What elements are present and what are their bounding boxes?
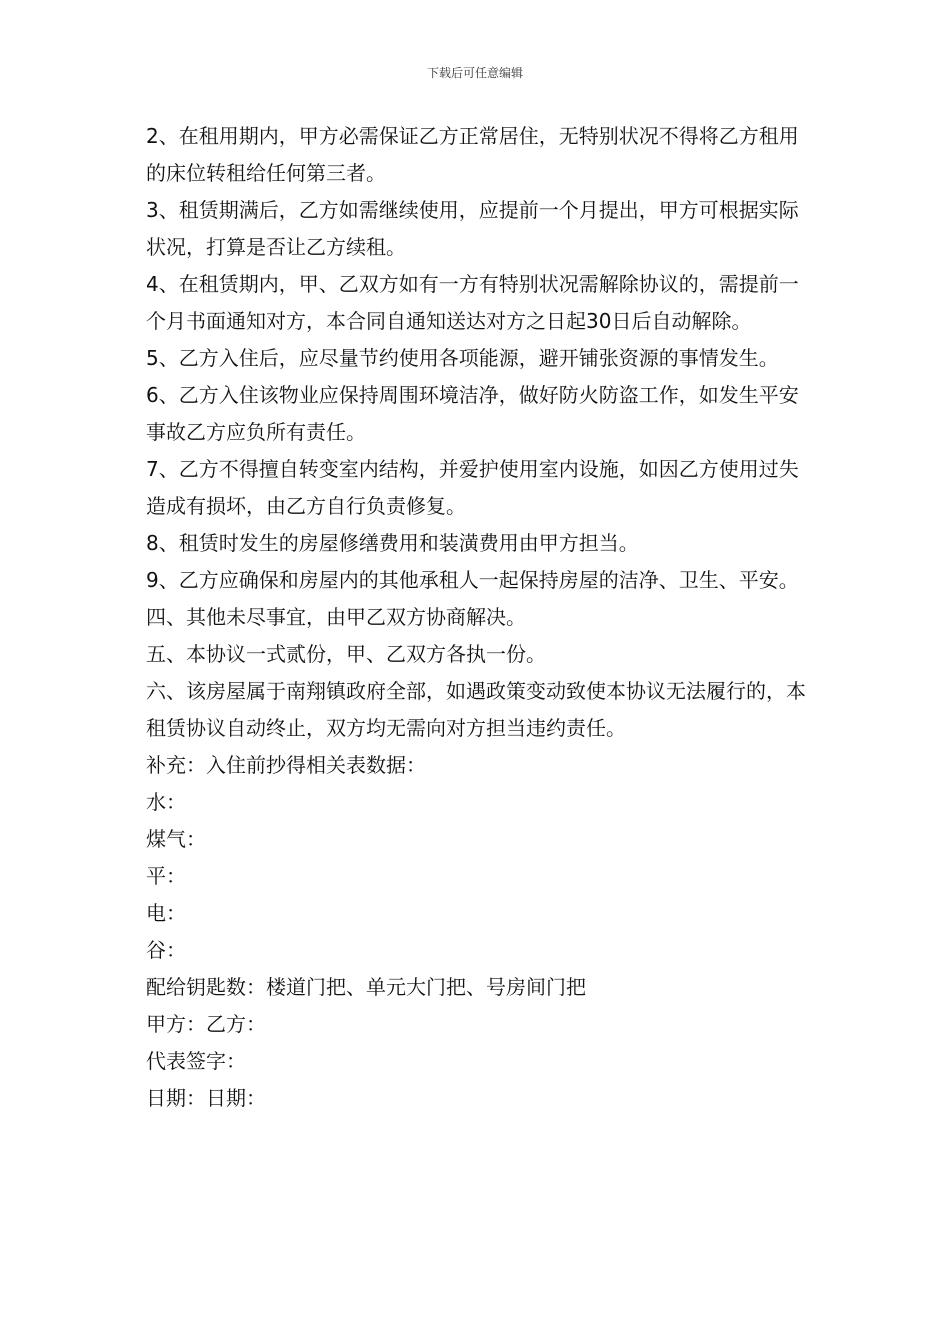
parties-line: 甲方：乙方： (146, 1012, 266, 1036)
document-body (146, 118, 810, 1117)
meter-valley: 谷： (146, 938, 186, 962)
meter-flat: 平： (146, 864, 186, 888)
clause-7: 7、乙方不得擅自转变室内结构，并爱护使用室内设施，如因乙方使用过失造成有损坏，由乙方自行负责修复。 (146, 457, 799, 518)
clause-6: 6、乙方入住该物业应保持周围环境洁净，做好防火防盗工作，如发生平安事故乙方应负所有责任。 (146, 383, 799, 444)
meter-gas: 煤气： (146, 827, 206, 851)
clause-2: 2、在租用期内，甲方必需保证乙方正常居住，无特别状况不得将乙方租用的床位转租给任何第三者。 (146, 124, 799, 185)
date-line: 日期：日期： (146, 1086, 266, 1110)
meter-electric: 电： (146, 901, 186, 925)
clause-9: 9、乙方应确保和房屋内的其他承租人一起保持房屋的洁净、卫生、平安。 (146, 568, 799, 592)
section-six: 六、该房屋属于南翔镇政府全部，如遇政策变动致使本协议无法履行的，本租赁协议自动终止，双方均无需向对方担当违约责任。 (146, 679, 806, 740)
clause-3: 3、租赁期满后，乙方如需继续使用，应提前一个月提出，甲方可根据实际状况，打算是否让乙方续租。 (146, 198, 799, 259)
section-four: 四、其他未尽事宜，由甲乙双方协商解决。 (146, 605, 526, 629)
clause-4: 4、在租赁期内，甲、乙双方如有一方有特别状况需解除协议的，需提前一个月书面通知对方，本合同自通知送达对方之日起30日后自动解除。 (146, 272, 799, 333)
page-header: 下载后可任意编辑 (426, 66, 523, 80)
keys-count: 配给钥匙数：楼道门把、单元大门把、号房间门把 (146, 975, 586, 999)
clause-8: 8、租赁时发生的房屋修缮费用和装潢费用由甲方担当。 (146, 531, 639, 555)
section-five: 五、本协议一式贰份，甲、乙双方各执一份。 (146, 642, 546, 666)
clause-5: 5、乙方入住后，应尽量节约使用各项能源，避开铺张资源的事情发生。 (146, 346, 779, 370)
signature-line: 代表签字： (146, 1049, 246, 1073)
meter-water: 水： (146, 790, 186, 814)
supplement-heading: 补充：入住前抄得相关表数据： (146, 753, 426, 777)
